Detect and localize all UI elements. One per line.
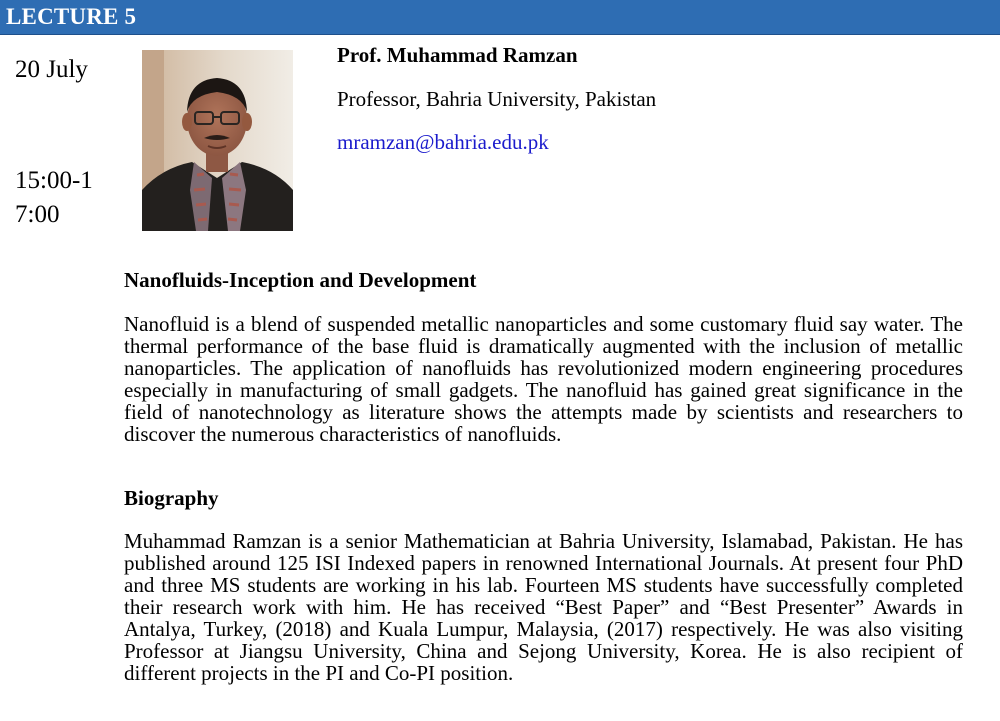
lecture-banner [0, 0, 1000, 35]
talk-title: Nanofluids-Inception and Development [124, 268, 477, 292]
speaker-email-link[interactable]: mramzan@bahria.edu.pk [337, 130, 549, 154]
speaker-photo [142, 50, 293, 231]
lecture-time [15, 164, 115, 232]
lecture-title: LECTURE 5 [6, 4, 137, 29]
talk-abstract: Nanofluid is a blend of suspended metallic nanoparticles and some customary fluid say water. The thermal performance of the base fluid is dramatically augmented with the inclusion of metallic nanoparticles. The application of nanofluids has revolutionized modern engineering procedures especially in manufacturing of small gadgets. The nanofluid has gained great significance in the field of nanotechnology as literature shows the attempts made by scientists and researchers to discover the numerous characteristics of nanofluids. [124, 312, 963, 446]
speaker-affiliation: Professor, Bahria University, Pakistan [337, 87, 657, 111]
lecture-date: 20 July [15, 56, 88, 83]
lecture-time-end: 7:00 [15, 201, 60, 228]
biography-text: Muhammad Ramzan is a senior Mathematician at Bahria University, Islamabad, Pakistan. He has published around 125 ISI Indexed papers in renowned International Journals. At present four PhD and three MS students are working in his lab. Fourteen MS students have successfully completed their research work with him. He has received “Best Paper” and “Best Presenter” Awards in Antalya, Turkey, (2018) and Kuala Lumpur, Malaysia, (2017) respectively. He was also visiting Professor at Jiangsu University, China and Sejong University, Korea. He is also recipient of different projects in the PI and Co-PI position. [124, 529, 963, 685]
speaker-name: Prof. Muhammad Ramzan [337, 43, 578, 67]
lecture-time-start: 15:00-1 [15, 167, 93, 194]
biography-heading: Biography [124, 486, 219, 510]
